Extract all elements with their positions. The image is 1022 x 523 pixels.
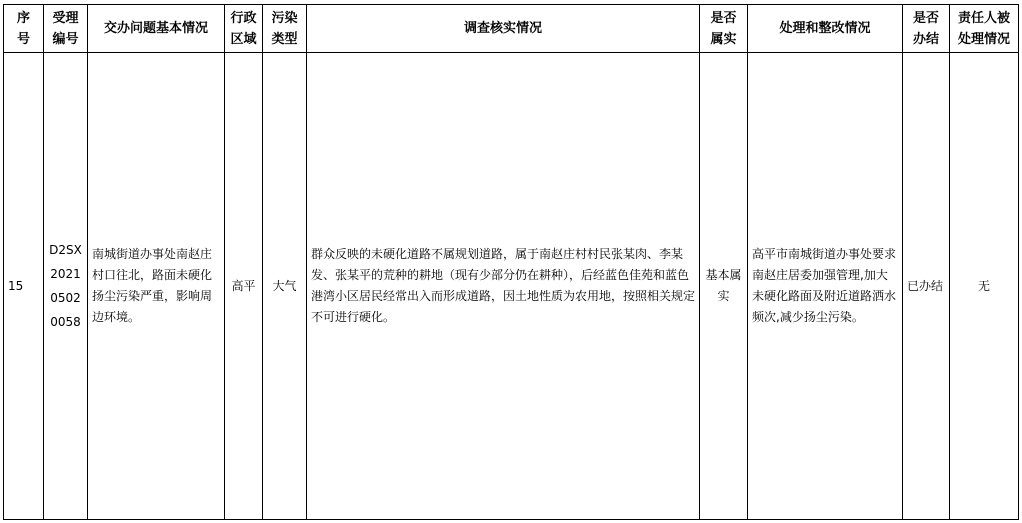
header-region: 行政 区域 [225,5,263,53]
cell-issue: 南城街道办事处南赵庄村口往北，路面未硬化扬尘污染严重，影响周边环境。 [88,53,225,520]
header-accountability: 责任人被 处理情况 [950,5,1019,53]
cell-investigation: 群众反映的未硬化道路不属规划道路，属于南赵庄村村民张某肉、李某发、张某平的荒种的耕地（现有少部分仍在耕种），后经蓝色佳苑和蓝色港湾小区居民经常出入而形成道路，因土地性质为农用地，按照相关规定不可进行硬化。 [307,53,700,520]
header-seq: 序 号 [4,5,44,53]
cell-handling: 高平市南城街道办事处要求南赵庄居委加强管理,加大未硬化路面及附近道路洒水频次,减少扬尘污染。 [748,53,903,520]
table-header-row [4,5,1019,53]
header-accept-no: 受理 编号 [44,5,88,53]
header-verified: 是否 属实 [700,5,748,53]
cell-seq: 15 [4,53,44,520]
cell-region: 高平 [225,53,263,520]
header-pollution-type: 污染 类型 [263,5,307,53]
cell-verified: 基本属实 [700,53,748,520]
cell-closed: 已办结 [903,53,950,520]
case-table [3,4,1019,520]
header-handling: 处理和整改情况 [748,5,903,53]
cell-pollution-type: 大气 [263,53,307,520]
header-issue: 交办问题基本情况 [88,5,225,53]
table-row [4,53,1019,520]
cell-accept-no: D2SX 2021 0502 0058 [44,53,88,520]
header-closed: 是否 办结 [903,5,950,53]
cell-accountability: 无 [950,53,1019,520]
header-investigation: 调查核实情况 [307,5,700,53]
